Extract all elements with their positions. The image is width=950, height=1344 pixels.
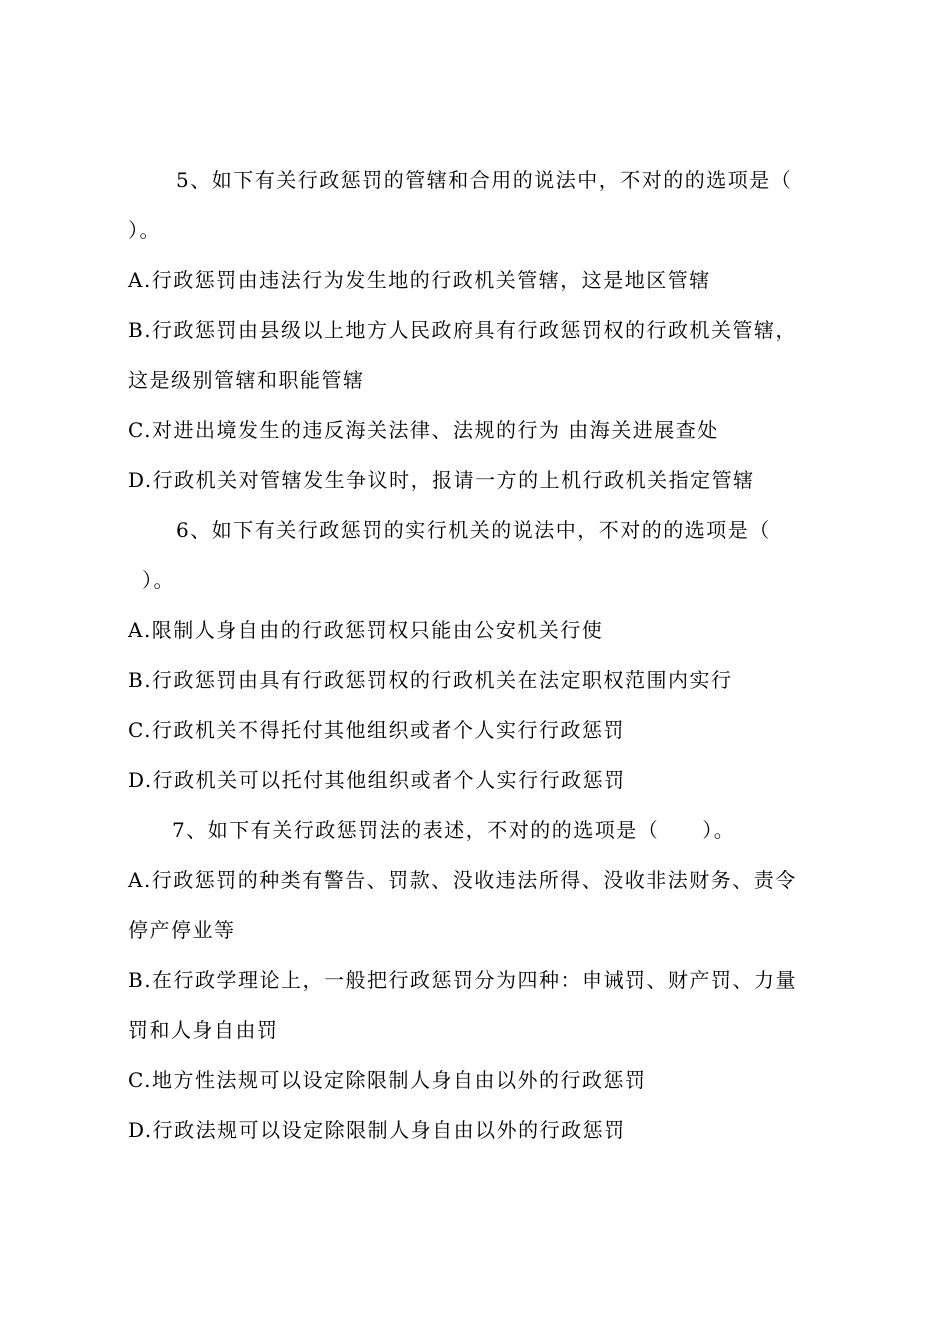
- question-6-option-b: B.行政惩罚由具有行政惩罚权的行政机关在法定职权范围内实行: [128, 668, 733, 692]
- question-6-stem-continued: ）。: [142, 568, 175, 592]
- question-5-stem: 5、如下有关行政惩罚的管辖和合用的说法中，不对的的选项是（: [176, 168, 793, 192]
- question-6-option-d: D.行政机关可以托付其他组织或者个人实行行政惩罚: [128, 768, 626, 792]
- question-5-option-c: C.对进出境发生的违反海关法律、法规的行为 由海关进展查处: [128, 418, 719, 442]
- question-5-option-b-continued: 这是级别管辖和职能管辖: [128, 368, 365, 392]
- question-7-option-d: D.行政法规可以设定除限制人身自由以外的行政惩罚: [128, 1118, 626, 1142]
- question-7-stem: 7、如下有关行政惩罚法的表述，不对的的选项是（ ）。: [172, 818, 736, 842]
- question-5-stem-continued: ）。: [128, 218, 161, 242]
- question-5-option-a: A.行政惩罚由违法行为发生地的行政机关管辖，这是地区管辖: [128, 268, 711, 292]
- question-7-option-b: B.在行政学理论上，一般把行政惩罚分为四种：申诫罚、财产罚、力量: [128, 968, 798, 992]
- question-6-stem: 6、如下有关行政惩罚的实行机关的说法中，不对的的选项是（: [176, 518, 771, 542]
- question-5-option-d: D.行政机关对管辖发生争议时，报请一方的上机行政机关指定管辖: [128, 468, 755, 492]
- question-7-option-a: A.行政惩罚的种类有警告、罚款、没收违法所得、没收非法财务、责令: [128, 868, 797, 892]
- question-7-option-b-continued: 罚和人身自由罚: [128, 1018, 279, 1042]
- question-7-option-c: C.地方性法规可以设定除限制人身自由以外的行政惩罚: [128, 1068, 647, 1092]
- question-5-option-b: B.行政惩罚由县级以上地方人民政府具有行政惩罚权的行政机关管辖，: [128, 318, 798, 342]
- question-7-option-a-continued: 停产停业等: [128, 918, 236, 942]
- question-6-option-c: C.行政机关不得托付其他组织或者个人实行行政惩罚: [128, 718, 625, 742]
- question-6-option-a: A.限制人身自由的行政惩罚权只能由公安机关行使: [128, 618, 604, 642]
